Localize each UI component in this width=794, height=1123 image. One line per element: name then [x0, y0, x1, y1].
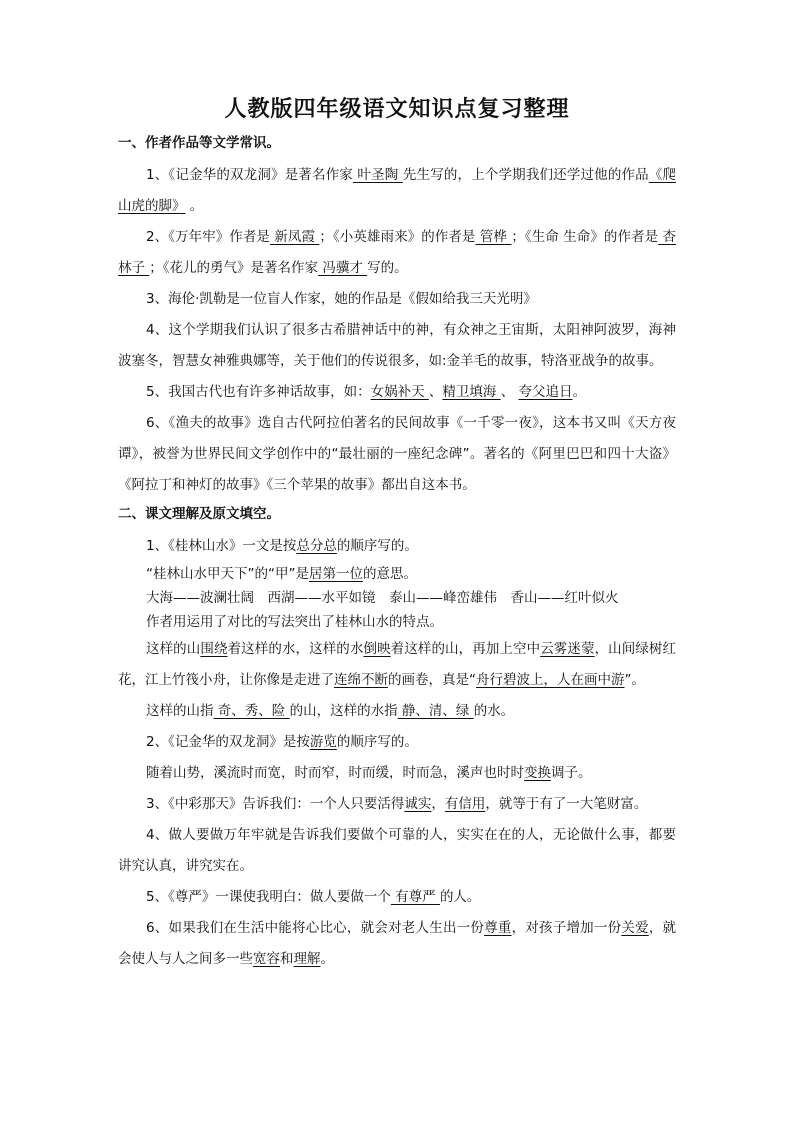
question-1-features: 这样的山指 奇、秀、险 的山，这样的水指 静、清、绿 的水。 [146, 703, 515, 719]
question-2: 2、《记金华的双龙洞》是按游览的顺序写的。 [146, 734, 418, 750]
question-1-comparison: 大海——波澜壮阔 西湖——水平如镜 泰山——峰峦雄伟 香山——红叶似火 [146, 590, 619, 606]
document-title: 人教版四年级语文知识点复习整理 [224, 96, 570, 122]
paragraph-2: 2、《万年牢》作者是 新凤霞 ；《小英雄雨来》的作者是 管桦 ；《生命 生命》的作者是 杏林子 ；《花儿的勇气》是著名作家 冯骥才 写的。 [118, 229, 677, 276]
document-page [118, 96, 676, 975]
question-1: 1、《桂林山水》一文是按总分总的顺序写的。 [146, 538, 418, 554]
section-heading-2: 二、课文理解及原文填空。 [118, 506, 280, 522]
question-1-passage: 这样的山围绕着这样的水，这样的水倒映着这样的山，再加上空中云雾迷蒙，山间绿树红花，江上竹筏小舟，让你像是走进了连绵不断的画卷，真是“舟行碧波上，人在画中游”。 [118, 641, 677, 688]
question-1-meaning: “桂林山水甲天下”的“甲”是居第一位的意思。 [146, 566, 417, 582]
question-4: 4、做人要做万年牢就是告诉我们要做个可靠的人，实实在在的人，无论做什么事，都要讲究认真，讲究实在。 [118, 827, 676, 874]
paragraph-4: 4、这个学期我们认识了很多古希腊神话中的神，有众神之王宙斯，太阳神阿波罗，海神波塞冬，智慧女神雅典娜等，关于他们的传说很多，如:金羊毛的故事，特洛亚战争的故事。 [118, 322, 676, 369]
question-2-passage: 随着山势，溪流时而宽，时而窄，时而缓，时而急，溪声也时时变换调子。 [146, 765, 592, 781]
question-6: 6、如果我们在生活中能将心比心，就会对老人生出一份尊重，对孩子增加一份关爱，就会使人与人之间多一些宽容和理解。 [118, 920, 677, 967]
question-5: 5、《尊严》一课使我明白：做人要做一个 有尊严 的人。 [146, 889, 481, 905]
paragraph-3: 3、海伦·凯勒是一位盲人作家，她的作品是《假如给我三天光明》 [146, 291, 537, 307]
paragraph-1: 1、《记金华的双龙洞》是著名作家 叶圣陶 先生写的，上个学期我们还学过他的作品《爬山虎的脚》 。 [118, 167, 676, 214]
question-1-contrast-note: 作者用运用了对比的写法突出了桂林山水的特点。 [146, 614, 443, 630]
paragraph-5: 5、我国古代也有许多神话故事，如：女娲补天 、精卫填海 、 夸父追日。 [146, 384, 586, 400]
paragraph-6: 6、《渔夫的故事》选自古代阿拉伯著名的民间故事《一千零一夜》，这本书又叫《天方夜谭》，被誉为世界民间文学创作中的“最壮丽的一座纪念碑”。著名的《阿里巴巴和四十大盗》《阿拉丁和神灯的故事》《三个苹果的故事》都出自这本书。 [118, 415, 676, 493]
question-3: 3、《中彩那天》告诉我们：一个人只要活得诚实，有信用，就等于有了一大笔财富。 [146, 796, 648, 812]
section-heading-1: 一、作者作品等文学常识。 [118, 135, 280, 151]
